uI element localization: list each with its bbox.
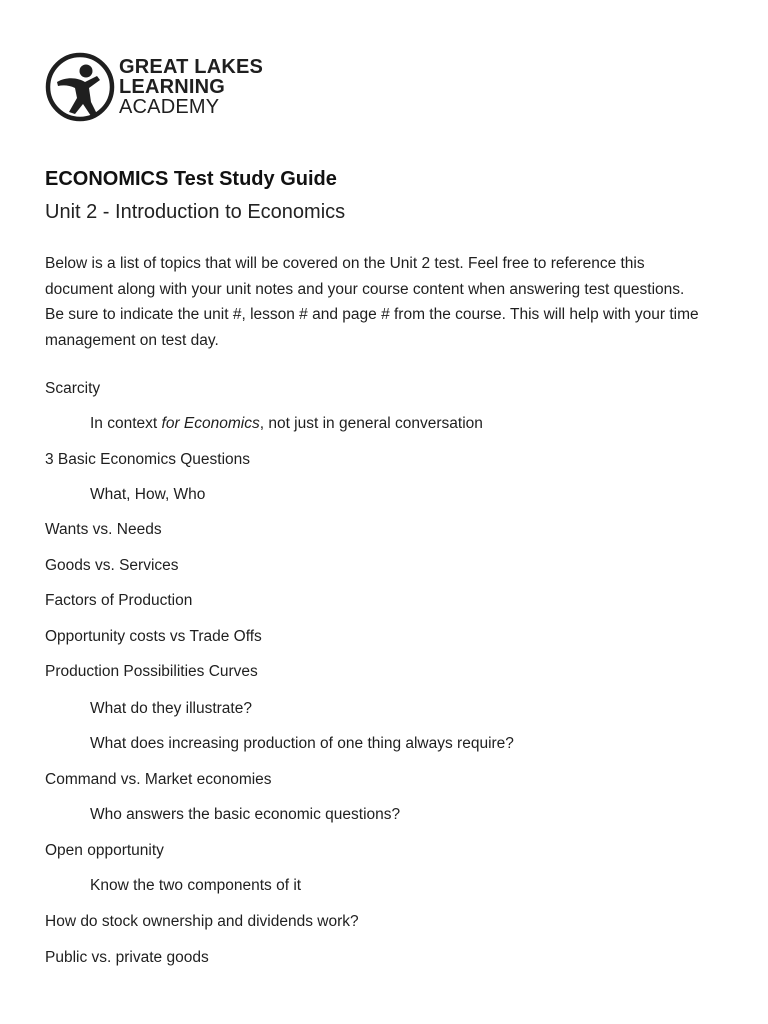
intro-paragraph: Below is a list of topics that will be covered on the Unit 2 test. Feel free to reference this document along with your unit notes and your course content when answering test questions. Be sure to indicate the unit #, lesson # and page # from the course. This will help with your time management on test day.	[45, 255, 699, 349]
topic-scarcity-note	[90, 415, 483, 433]
topic-stock-dividends: How do stock ownership and dividends work?	[45, 913, 359, 930]
topic-ppc-note-1: What do they illustrate?	[90, 700, 252, 717]
topic-open-opportunity: Open opportunity	[45, 842, 164, 859]
scarcity-note-prefix: In context	[90, 415, 162, 432]
topic-opportunity-costs: Opportunity costs vs Trade Offs	[45, 628, 262, 645]
topic-basic-questions: 3 Basic Economics Questions	[45, 451, 251, 468]
scarcity-note-suffix: , not just in general conversation	[259, 415, 483, 432]
topic-ppc-note-2: What does increasing production of one thing always require?	[90, 735, 514, 752]
topic-goods-services: Goods vs. Services	[45, 557, 179, 574]
topic-public-private: Public vs. private goods	[45, 949, 209, 966]
topic-ppc: Production Possibilities Curves	[45, 663, 258, 680]
topic-basic-questions-note: What, How, Who	[90, 486, 206, 503]
logo-line-2: LEARNING	[119, 76, 226, 98]
document-title: ECONOMICS Test Study Guide	[45, 168, 337, 190]
topic-command-market: Command vs. Market economies	[45, 771, 272, 788]
scarcity-note-emphasis: for Economics	[161, 415, 260, 432]
topic-command-market-note: Who answers the basic economic questions?	[90, 806, 401, 823]
topic-wants-needs: Wants vs. Needs	[45, 521, 162, 538]
person-in-circle-logo-icon	[45, 52, 115, 122]
document-subtitle: Unit 2 - Introduction to Economics	[45, 201, 346, 223]
topic-scarcity: Scarcity	[45, 380, 101, 397]
academy-logo	[45, 52, 263, 122]
topic-factors-of-production: Factors of Production	[45, 592, 193, 609]
logo-line-3: ACADEMY	[119, 96, 220, 118]
topic-open-opportunity-note: Know the two components of it	[90, 877, 302, 894]
logo-line-1: GREAT LAKES	[119, 56, 264, 78]
